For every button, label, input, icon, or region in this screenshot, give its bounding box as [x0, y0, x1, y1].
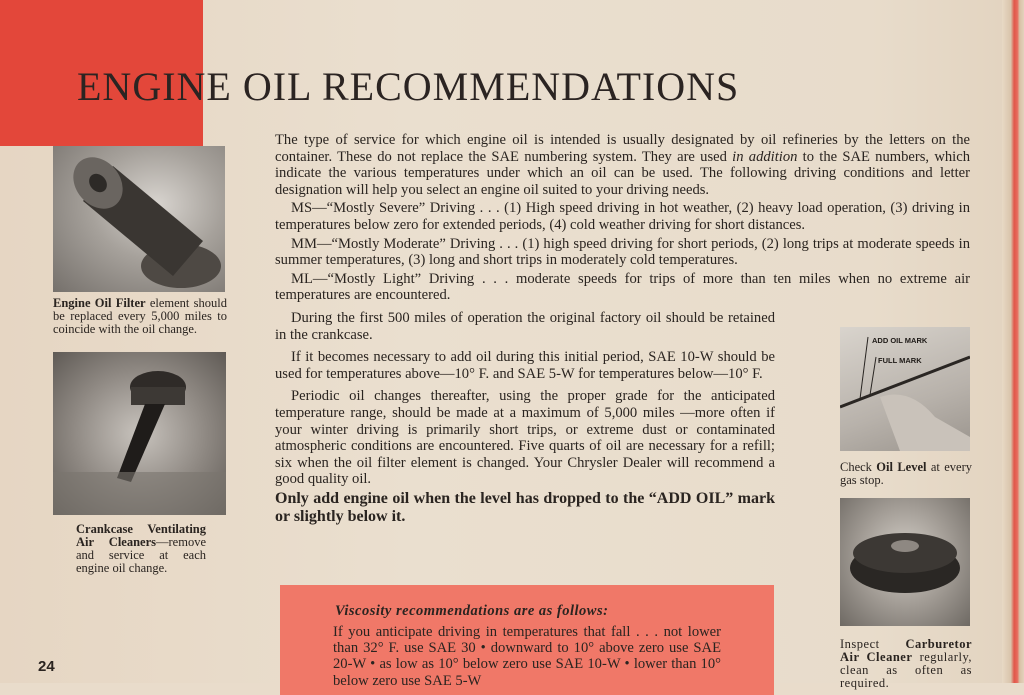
- intro-text-b: to the SAE numbers, which indicate the various temperatures under which an oil can be used. The following driving conditions and letter designation will help you select an engine oil suited to your driving needs.: [275, 148, 970, 198]
- ml-paragraph: ML—“Mostly Light” Driving . . . moderate speeds for trips of more than ten miles when no extreme air temperatures are encountered.: [275, 270, 970, 304]
- mm-paragraph: MM—“Mostly Moderate” Driving . . . (1) high speed driving for short periods, (2) long trips at moderate speeds in summer temperatures, (3) long and short trips in moderately cold temperatures.: [275, 235, 970, 269]
- intro-paragraph: [275, 132, 970, 198]
- add-oil-paragraph: If it becomes necessary to add oil during this initial period, SAE 10-W should be used for temperatures above—10° F. and SAE 5-W for temperatures below—10° F.: [275, 349, 775, 382]
- crankcase-cleaner-photo: [53, 352, 226, 515]
- page-edge-strip: [1002, 0, 1024, 683]
- inspect-pre: Inspect: [840, 637, 906, 651]
- dipstick-illustration: [840, 327, 970, 451]
- viscosity-text: If you anticipate driving in temperatures that fall . . . not lower than 32° F. use SAE 30 • downward to 10° above zero use SAE 20-W • as low as 10° below zero use SAE 10-W • lower than 10° below zero use SAE 5-W: [333, 624, 721, 689]
- dipstick-photo: [840, 327, 970, 451]
- oil-filter-photo: [53, 146, 225, 292]
- check-oil-bold: Oil Level: [876, 460, 927, 474]
- periodic-paragraph: Periodic oil changes thereafter, using the proper grade for the anticipated temperature range, should be made at a maximum of 5,000 miles —more often if your winter driving is primarily short trips, or extreme dust or contaminated atmospheric conditions are encountered. Five quarts of oil are necessary for a refill; six when the oil filter element is changed. Your Chrysler Dealer will recommend a good quality oil.: [275, 388, 775, 488]
- air-cleaner-photo: [840, 498, 970, 626]
- air-cleaner-illustration: [840, 498, 970, 626]
- oil-filter-caption-bold: Engine Oil Filter: [53, 296, 146, 310]
- check-oil-post: at every gas stop.: [840, 460, 973, 487]
- check-oil-pre: Check: [840, 460, 877, 474]
- oil-filter-illustration: [53, 146, 225, 292]
- crankcase-caption-text: —remove and service at each engine oil change.: [76, 535, 206, 575]
- ms-paragraph: MS—“Mostly Severe” Driving . . . (1) High speed driving in hot weather, (2) heavy load operation, (3) driving in temperatures below zero for extended periods, (4) cold weather driving for short distances.: [275, 200, 970, 233]
- crankcase-caption-bold: Crankcase Ventilating Air Cleaners: [76, 522, 206, 549]
- intro-text-a: The type of service for which engine oil is intended is usually designated by oil refineries by the letters on the container. These do not replace the SAE numbering system. They are used: [275, 132, 970, 165]
- inspect-post: regularly, clean as often as required.: [840, 650, 973, 690]
- add-oil-mark-label: ADD OIL MARK: [872, 336, 928, 345]
- inspect-bold: Carburetor Air Cleaner: [840, 637, 972, 664]
- crankcase-caption: [76, 523, 206, 575]
- page-number: 24: [38, 658, 55, 675]
- viscosity-heading: Viscosity recommendations are as follows:: [335, 603, 609, 619]
- full-mark-label: FULL MARK: [878, 356, 922, 365]
- crankcase-cleaner-illustration: [53, 352, 226, 515]
- emphasis-notice: Only add engine oil when the level has dropped to the “ADD OIL” mark or slightly below it.: [275, 489, 775, 525]
- oil-filter-caption-text: element should be replaced every 5,000 miles to coincide with the oil change.: [53, 296, 227, 336]
- check-oil-caption: [840, 461, 972, 487]
- oil-filter-caption: [53, 297, 227, 336]
- intro-italic: in addition: [732, 148, 798, 165]
- page-title: ENGINE OIL RECOMMENDATIONS: [77, 63, 740, 109]
- first-500-paragraph: During the first 500 miles of operation the original factory oil should be retained in the crankcase.: [275, 309, 775, 343]
- inspect-carburetor-caption: [840, 638, 972, 690]
